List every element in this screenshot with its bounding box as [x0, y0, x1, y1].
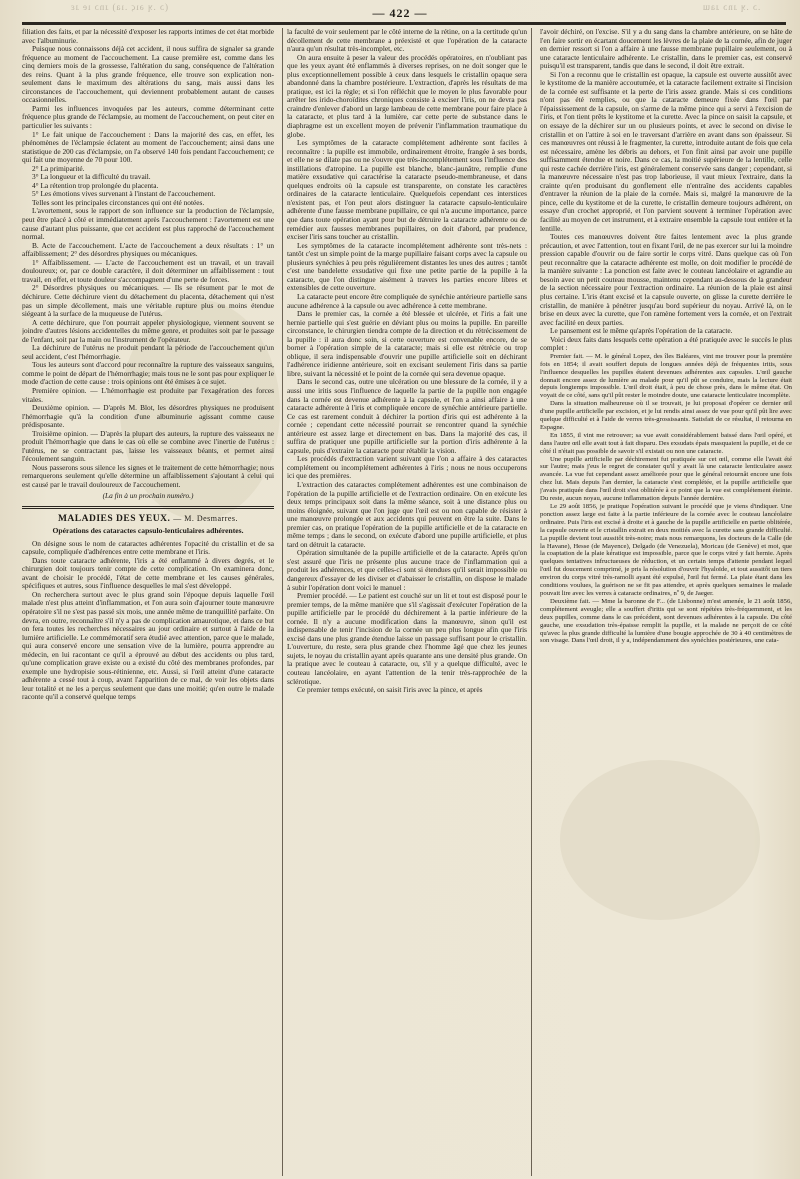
paragraph: 2° La primiparité. — [32, 163, 85, 173]
paragraph: 2° Désordres physiques ou mécaniques. — Ils se résument par le mot de déchirure. Cette déchirure vient du détachement du placenta, détachement qui n'est pas un simple décollement, mais une véritable rupture plus ou moins étendue siégeant à la surface de la muqueuse de l'utérus. — [22, 283, 274, 319]
paragraph: Les procédés d'extraction varient suivant que l'on a affaire à des cataractes complétement ou incomplétement adhérentes à l'iris ; nous ne nous occuperons ici que des premières. — [287, 454, 527, 481]
paragraph: 1° Affaiblissement. — L'acte de l'accouchement est un travail, et un travail douloureux; or, par ce double caractère, il doit déterminer un affaiblissement : tout travail, en effet, et toute douleur s'accompagnent d'une perte de forces. — [22, 257, 274, 284]
paragraph: Premier fait. — M. le général Lopez, des îles Baléares, vint me trouver pour la première fois en 1854; il avait souffert depuis de longues années déjà de fréquentes iritis, sous l'influence desquelles les pupilles étaient devenues adhérentes aux capsules. L'œil gauche donnait encore assez de lumière au malade pour qu'il pût se conduire, mais la lecture était depuis longtemps impossible. L'œil droit était, à peu de chose près, dans le même état. On voyait de ce côté, sans qu'il pût rester le moindre doute, une cataracte lenticulaire incomplète. — [540, 352, 792, 400]
paragraph: Le 29 août 1856, je pratique l'opération suivant le procédé que je viens d'indiquer. Une ponction assez large est faite à la partie inférieure de la cornée avec le couteau lancéolaire ordinaire. Puis l'iris est excisé à droite et à gauche de la pupille artificielle en partie oblitérée, la capsule ouverte et le cristallin extrait en deux moitiés avec la curette sans grande difficulté. La pupille devient tout aussitôt très-noire; mais nous remarquons, les docteurs de la Calle (de la Havane), Hesse (de Mayence), Delgado (de Venezuela), Moricau (de Genève) et moi, que la coaptation de la plaie kératique est impossible, parce que le corps vitré y fait hernie. Après quelques tentatives infructueuses de réduction, et un certain temps d'attente pendant lequel l'œil fut doucement comprimé, je pris la résolution d'ouvrir l'hyaloïde, et tout aussitôt un tiers environ du corps vitré très-ramolli ayant été expulsé, l'œil fut fermé. La plaie étant dans les conditions voulues, la guérison ne se fit pas attendre, et après quelques semaines le malade pouvait lire avec les verres à cataracte ordinaires, nº 9, de Jaeger. — [540, 503, 792, 597]
column-left — [22, 28, 274, 1176]
paragraph: 3° La longueur et la difficulté du travail. — [32, 172, 151, 182]
paragraph: l'avoir déchiré, on l'excise. S'il y a du sang dans la chambre antérieure, on se hâte de l'en faire sortir en écartant doucement les lèvres de la plaie de la cornée, afin de juger en dernier ressort si l'on a affaire à une fausse membrane pupillaire seulement, ou à une cataracte lenticulaire adhérente. Le cristallin, dans le premier cas, est conservé puisqu'il est transparent, tandis que dans le second, il doit être extrait. — [540, 28, 792, 71]
paragraph: Dans le premier cas, la cornée a été blessée et ulcérée, et l'iris a fait une hernie partielle qui s'est guérie en déviant plus ou moins la pupille. En pareille circonstance, le chirurgien tiendra compte de la direction et du rétrécissement de la pupille : il aura donc soin, si cette ouverture est convenable encore, de se borner à l'opération simple de la cataracte; mais si elle est rétrécie ou trop oblique, il sera indispensable d'ouvrir une pupille artificielle soit en déchirant l'adhérence iridienne antérieure, soit en excisant seulement l'iris dans sa partie libre, suivant la nécessité et le point de la cornée qui sera devenue opaque. — [287, 309, 527, 378]
paragraph: L'avortement, sous le rapport de son influence sur la production de l'éclampsie, peut être placé à côté et immédiatement après l'accouchement : l'avortement est une cause d'autant plus puissante, que cet accident est plus rapproché de l'accouchement normal. — [22, 206, 274, 242]
article-subtitle: Opérations des cataractes capsulo-lenticulaires adhérentes. — [52, 526, 244, 536]
column-middle — [282, 28, 532, 1176]
paragraph: On recherchera surtout avec le plus grand soin l'époque depuis laquelle l'œil malade n'est plus atteint d'inflammation, et l'on aura soin d'ajourner toute manœuvre opératoire s'il ne s'est pas passé six mois, une année même de tranquillité parfaite. On devra, en outre, reconnaître s'il n'y a pas de complication amaurotique, et dans ce but on fera toutes les recherches nécessaires au jour ordinaire et surtout à l'aide de la lumière artificielle. Le commémoratif sera étudié avec attention, parce que le malade, qui aura conservé encore une sensation vive de la lumière, pourra apprendre au médecin, en lui racontant ce qu'il a éprouvé au début des accidents ou plus tard, qu'une complication grave existe ou a existé du côté des membranes profondes, par exemple une hydropisie sous-rétinienne, etc. Aussi, si l'œil atteint d'une cataracte adhérente a cessé tout à coup, avant l'apparition de ce mal, de voir les objets dans leur totalité et ne les a perçus seulement que dans une moitié; qu'en outre le malade raconte qu'il a conservé quelque temps — [22, 589, 274, 702]
paragraph: Troisième opinion. — D'après la plupart des auteurs, la rupture des vaisseaux ne produit l'hémorrhagie que dans le cas où elle se combine avec l'inertie de l'utérus : l'utérus, ne se contractant pas, laisse les vaisseaux béants, et permet ainsi l'écoulement sanguin. — [22, 428, 274, 464]
paragraph: filiation des faits, et par la nécessité d'exposer les rapports intimes de cet état morbide avec l'albuminurie. — [22, 28, 274, 45]
paragraph: En 1855, il vint me retrouver; sa vue avait considérablement baissé dans l'œil opéré, et dans l'autre œil elle avait tout à fait disparu. Des exsudats épais masquaient la pupille, et de ce côté il n'était pas possible de savoir s'il existait ou non une cataracte. — [540, 431, 792, 455]
column-right — [540, 28, 792, 1176]
paragraph: 4° La rétention trop prolongée du placenta. — [32, 180, 159, 190]
paragraph: Parmi les influences invoquées par les auteurs, comme déterminant cette fréquence plus grande de l'éclampsie, au moment de l'accouchement, on peut citer en particulier les suivants : — [22, 103, 274, 131]
paragraph: La cataracte peut encore être compliquée de synéchie antérieure partielle sans aucune adhérence à la capsule ou avec adhérence à cette membrane. — [287, 291, 527, 310]
paragraph: B. Acte de l'accouchement. L'acte de l'accouchement a deux résultats : 1° un affaiblissement; 2° des désordres physiques ou mécaniques. — [22, 240, 274, 259]
paragraph: Deuxième fait. — Mme la baronne de F... (de Lisbonne) m'est amenée, le 21 août 1856, complétement aveugle; elle a souffert d'iritis qui se sont répétées très-fréquemment, et les deux pupilles, comme dans le cas précédent, sont devenues adhérentes à la capsule. Du côté gauche, une exsudation très-épaisse remplit la pupille, et la malade ne perçoit de ce côté qu'avec la plus grande difficulté la lumière d'une bougie approchée de 30 à 40 centimètres de son visage. Dans l'œil droit, il y a, indépendamment des synéchies postérieures, une cata- — [540, 597, 792, 645]
paragraph: A cette déchirure, que l'on pourrait appeler physiologique, viennent souvent se joindre d'autres lésions accidentelles du même genre, et produites soit par le passage de l'enfant, soit par la main ou l'instrument de l'opérateur. — [22, 317, 274, 344]
paragraph: La déchirure de l'utérus ne produit pendant la période de l'accouchement qu'un seul accident, c'est l'hémorrhagie. — [22, 343, 274, 361]
paragraph: Nous passerons sous silence les signes et le traitement de cette hémorrhagie; nous remarquerons seulement qu'elle détermine un affaiblissement s'ajoutant à celui qui est causé par le travail douloureux de l'accouchement. — [22, 462, 274, 489]
paragraph: Puisque nous connaissons déjà cet accident, il nous suffira de signaler sa grande fréquence au moment de l'accouchement. La cause première est, comme dans les cinq derniers mois de la grossesse, l'altération du sang, conséquence de l'altération des reins. Quant à la plus grande fréquence, elle trouve son explication non-seulement dans le maximum des altérations du sang, mais aussi dans les circonstances de l'accouchement, qui deviennent probablement autant de causes occasionnelles. — [22, 44, 274, 105]
paragraph: Toutes ces manœuvres doivent être faites lentement avec la plus grande précaution, et avec l'attention, tout en fixant l'œil, de ne pas exercer sur lui la moindre pression capable d'ouvrir ou de faire sortir le corps vitré. Dans quelque cas où l'on peut reconnaître que la cataracte adhérente est molle, on doit modifier le procédé de la manière suivante : La ponction est faite avec le couteau lancéolaire et agrandie au besoin avec un petit couteau mousse, maintenu cependant au-dessous de la grandeur de la section nécessaire pour l'extraction ordinaire. La réunion de la plaie est ainsi plus certaine. L'iris étant excisé et la capsule ouverte, on glisse la curette derrière le cristallin, de manière à pénétrer jusqu'au bord supérieur du noyau. Arrivé là, on le brise en deux avec la curette, que l'on ramène fortement vers la cornée, et on l'extrait avec facilité en deux parties. — [540, 232, 792, 327]
bleed-through-text-right: .ɔ .ʞ ɹnɔ ɹaɯ — [701, 2, 760, 12]
paragraph: Si l'on a reconnu que le cristallin est opaque, la capsule est ouverte aussitôt avec le kystitome de la manière accoutumée, et la cataracte facilement extraite si l'incision de la cornée est suffisante et la perte de l'iris assez grande. Mais si ces conditions n'ont pas été remplies, ou que la cataracte demeure fixée dans l'œil par l'épaississement de la capsule, on s'arme de la même pince qui a servi à l'excision de l'iris, et l'on tient prêts le kystitome et la curette. Avec la pince on saisit la capsule, et on essaye de la déchirer sur un ou plusieurs points, et avec le second on divise le cristallin et on l'attire à soi en le traversant d'arrière en avant dans son épaisseur. Si ces manœuvres ont réussi à le fragmenter, la curette, introduite autant de fois que cela est nécessaire, amène les débris au dehors, et l'on finit ainsi par avoir une pupille suffisamment étendue et noire. Dans ce cas, la moitié supérieure de la lentille, celle qui reste cachée derrière l'iris, est généralement conservée sans danger ; cependant, si la manœuvre nécessaire n'est pas trop laborieuse, il vaut mieux l'extraire, dans la crainte qu'en produisant du gonflement elle n'entraîne des accidents capables d'entraver la réunion de la plaie de la cornée. Mais si, malgré la manœuvre de la pince, celle du kystitome et de la curette, le cristallin demeure toujours adhérent, on essaye d'un crochet approprié, et l'on parvient souvent à terminer l'opération avec facilité au moyen de cet instrument, et à extraire ensemble la capsule tout entière et la lentille. — [540, 69, 792, 233]
section-divider — [22, 506, 274, 509]
paragraph: Une pupille artificielle par déchirement fut pratiquée sur cet œil, comme elle l'avait été sur l'autre; mais j'eus le regret de constater qu'il y avait là une cataracte lenticulaire assez avancée. La vue fut cependant assez améliorée pour que le général retournât encore une fois chez lui. Mais depuis l'an dernier, la cataracte s'est complétée, et la pupille artificielle que j'avais pratiquée dans l'œil droit s'est oblitérée à ce point que la vue est complétement éteinte. Du reste, aucun noyau, aucune inflammation depuis l'année dernière. — [540, 455, 792, 503]
paragraph: Les symptômes de la cataracte complétement adhérente sont faciles à reconnaître : la pupille est immobile, ordinairement étroite, frangée à ses bords, et elle ne se dilate pas ou ne s'ouvre que très-incomplétement sous l'influence des instillations d'atropine. La pupille est blanche, blanc-jaunâtre, remplie d'une matière exsudative qui caractérise la cataracte pseudo-membraneuse, et dans quelques endroits où la capsule est transparente, on constate les caractères ordinaires de la cataracte lenticulaire. Quelquefois cependant ces interstices n'existent pas, et l'on peut alors distinguer la cataracte capsulo-lenticulaire adhérente d'une fausse membrane pupillaire, ce qui n'a aucune importance, parce que dans toute opération ayant pour but de détruire la cataracte adhérente ou de remédier aux fausses membranes pupillaires, on doit d'abord, par prudence, exciser l'iris sans toucher au cristallin. — [287, 138, 527, 242]
paragraph: On désigne sous le nom de cataractes adhérentes l'opacité du cristallin et de sa capsule, compliquée d'adhérences entre cette membrane et l'iris. — [22, 538, 274, 557]
page-header — [0, 0, 800, 22]
paragraph: la faculté de voir seulement par le côté interne de la rétine, on a la certitude qu'un décollement de cette membrane a préexisté et que l'opération de la cataracte n'aura qu'un résultat très-incomplet, etc. — [287, 28, 527, 54]
paragraph: Dans toute cataracte adhérente, l'iris a été enflammé à divers degrés, et le chirurgien doit toujours tenir compte de cette complication. On examinera donc, avant de choisir le procédé, l'état de cette membrane et les causes générales, spécifiques et autres, sous l'influence desquelles le mal s'est développé. — [22, 555, 274, 591]
paragraph: Dans le second cas, outre une ulcération ou une blessure de la cornée, il y a aussi une iritis sous l'influence de laquelle la partie de la pupille non engagée dans la cornée est devenue adhérente à la capsule, et l'on a ainsi affaire à une cataracte adhérente à l'iris et compliquée encore de synéchie antérieure partielle. Ce cas est rarement conduit à déchirer la portion d'iris qui est adhérente à la cornée ; cependant cette nécessité pourrait se rencontrer quand la synéchie antérieure est assez large et directement en bas. Dans la majorité des cas, il suffira de pratiquer une pupille artificielle sur la portion d'iris adhérente à la capsule, puis d'extraire la cataracte pour rétablir la vision. — [287, 377, 527, 455]
paragraph: Les symptômes de la cataracte incomplétement adhérente sont très-nets : tantôt c'est un simple point de la marge pupillaire faisant corps avec la capsule ou plusieurs synéchies à peu près régulièrement distantes les unes des autres ; tantôt c'est une bandelette exsudative qui fixe une petite partie de la pupille à la cataracte, que l'on distingue aisément à travers les parties encore libres et extensibles de cette ouverture. — [287, 240, 527, 293]
section-heading — [22, 513, 274, 525]
page-number: — 422 — — [372, 6, 428, 20]
paragraph: Voici deux faits dans lesquels cette opération a été pratiquée avec le succès le plus complet : — [540, 334, 792, 353]
paragraph: Le pansement est le même qu'après l'opération de la cataracte. — [550, 326, 733, 336]
paragraph: Première opinion. — L'hémorrhagie est produite par l'exagération des forces vitales. — [22, 385, 274, 404]
bleed-through-text-left: (ɔ .ʞ əıϛ .ıa) ɹnɔ ıe ɹɛ — [70, 2, 169, 12]
paragraph: Premier procédé. — Le patient est couché sur un lit et tout est disposé pour le premier temps, de la même manière que s'il s'agissait d'exécuter l'opération de la pupille artificielle par le procédé du déchirement à la partie inférieure de la cornée. Il n'y a aucune modification dans la manœuvre, sinon qu'il est indispensable de tenir l'incision de la cornée un peu plus longue afin que l'iris excisé dans une plus grande étendue laisse un passage suffisant pour le cristallin. L'ouverture, du reste, sera plus grande chez l'homme âgé que chez les jeunes sujets, le noyau du cristallin ayant après quarante ans une densité plus grande. On la pratique avec le couteau à cataracte, ou, s'il y a quelque difficulté, avec le couteau lancéolaire, en ayant l'attention de la tenir très-rapprochée de la sclérotique. — [287, 591, 527, 686]
section-title: MALADIES DES YEUX. — [57, 514, 171, 525]
paragraph: 1° Le fait unique de l'accouchement : Dans la majorité des cas, en effet, les phénomènes de l'éclampsie éclatent au moment de l'accouchement; ainsi dans une statistique de 200 cas d'éclampsie, on l'a observé 140 fois pendant l'accouchement; ce qui fait une moyenne de 70 pour 100. — [22, 129, 274, 165]
paragraph: Opération simultanée de la pupille artificielle et de la cataracte. Après qu'on s'est assuré que l'iris ne présente plus aucune trace de l'inflammation qui a produit les adhérences, et que celles-ci sont si étendues qu'il serait impossible ou dangereux d'essayer de les diviser et d'abaisser le cristallin, on dispose le malade à subir l'opération dont voici le manuel : — [287, 548, 527, 592]
paragraph: L'extraction des cataractes complétement adhérentes est une combinaison de l'opération de la pupille artificielle et de l'extraction ordinaire. On en exécute les deux temps principaux soit dans la même séance, soit à une distance plus ou moins éloignée, suivant que l'on juge que l'œil est ou non capable de résister à une manœuvre prolongée et aux accidents qui peuvent en être la suite. Dans le premier cas, on pratique l'opération de la pupille artificielle et de la cataracte en même temps ; dans le second, on exécute d'abord une pupille artificielle, et plus tard on détruit la cataracte. — [287, 479, 527, 549]
text-columns — [22, 28, 792, 1176]
continuation-note: (La fin à un prochain numéro.) — [102, 490, 194, 500]
paragraph: Telles sont les principales circonstances qui ont été notées. — [32, 197, 205, 207]
paragraph: Deuxième opinion. — D'après M. Blot, les désordres physiques ne produisent l'hémorrhagie qu'à la condition d'une albuminurie agissant comme cause prédisposante. — [22, 403, 274, 430]
header-rule — [22, 22, 786, 25]
paragraph: Ce premier temps exécuté, on saisit l'iris avec la pince, et après — [297, 685, 483, 695]
paragraph: Dans la situation malheureuse où il se trouvait, je lui proposai d'opérer ce dernier œil d'une pupille artificielle par excision, et je lui rendis ainsi assez de vue pour qu'il pût lire avec quelque difficulté et à l'aide de verres très-grossissants. Satisfait de ce résultat, il retourna en Espagne. — [540, 400, 792, 431]
section-author: — M. Desmarres. — [173, 514, 239, 524]
paragraph: Tous les auteurs sont d'accord pour reconnaître la rupture des vaisseaux sanguins, comme le point de départ de l'hémorrhagie; mais tous ne le sont pas pour expliquer le mode d'action de cette cause : trois opinions ont été émises à ce sujet. — [22, 360, 274, 387]
paragraph: 5° Les émotions vives survenant à l'instant de l'accouchement. — [32, 189, 216, 199]
paragraph: On aura ensuite à peser la valeur des procédés opératoires, en n'oubliant pas que les yeux ayant été enflammés à diverses reprises, on ne doit songer que le plus exceptionnellement possible à ceux dans lesquels le cristallin opaque sera abandonné dans la chambre postérieure. L'extraction, d'après les résultats de ma pratique, est ici la règle; et si l'on réfléchit que le moyen le plus favorable pour arrêter les irido-choroïdites chroniques consiste à exciser l'iris, on ne devra pas craindre d'enlever d'abord un large lambeau de cette membrane pour faire place à la cataracte, et plus tard à la lumière, car cette perte de substance dans le diaphragme est un excellent moyen de prévenir l'inflammation traumatique du globe. — [287, 52, 527, 139]
